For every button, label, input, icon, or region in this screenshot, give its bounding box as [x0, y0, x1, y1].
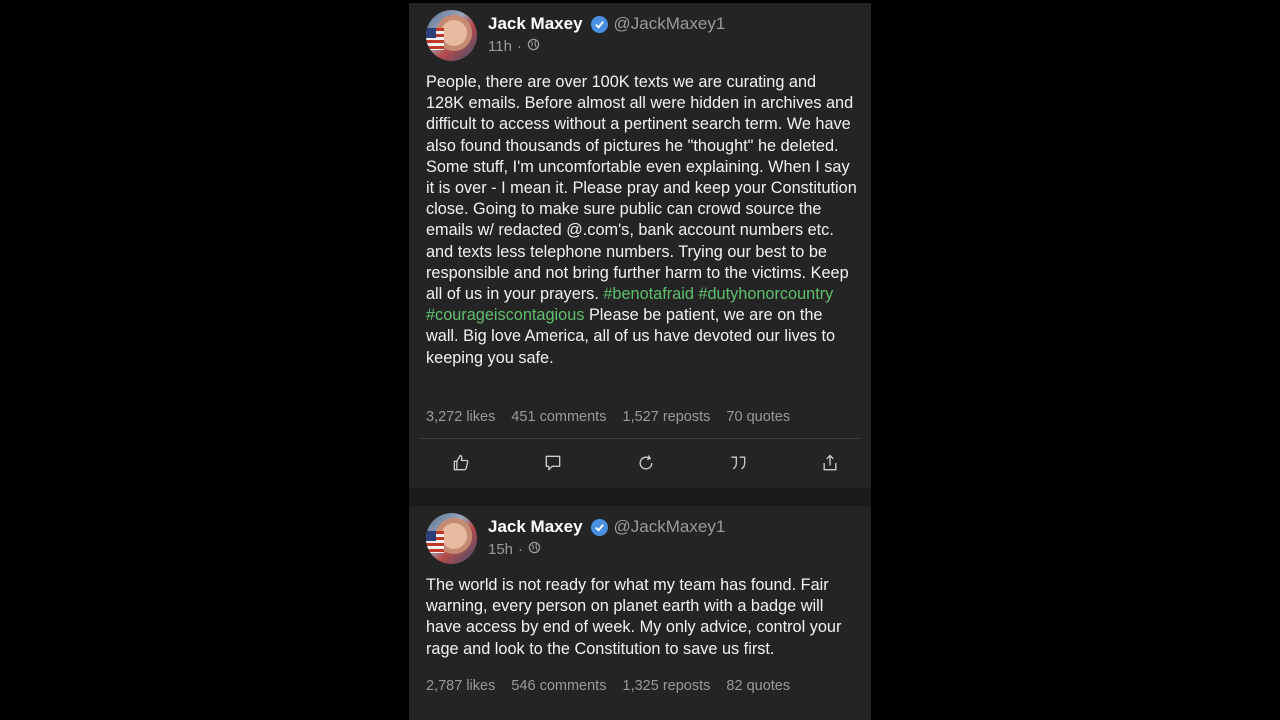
meta-dot: · [516, 38, 522, 55]
post-separator [409, 488, 871, 506]
repost-button[interactable] [605, 453, 686, 473]
feed [409, 3, 871, 720]
post-text: The world is not ready for what my team has found. Fair warning, every person on planet earth with a badge will have access by end of week. My only advice, control your rage and look to the Constitution to save us first. [426, 576, 842, 658]
meta-dot: · [518, 541, 524, 558]
like-button[interactable] [420, 453, 501, 473]
comment-button[interactable] [512, 453, 593, 473]
quote-icon [728, 453, 748, 473]
reposts-count[interactable]: 1,527 reposts [622, 409, 711, 425]
author-name[interactable]: Jack Maxey [488, 517, 583, 536]
author-handle[interactable]: @JackMaxey1 [613, 517, 726, 536]
comments-count[interactable]: 451 comments [511, 409, 607, 425]
timestamp: 11h [488, 38, 512, 55]
verified-icon [591, 519, 608, 536]
post-header [488, 14, 725, 34]
post-meta [488, 38, 540, 55]
post-text-main: People, there are over 100K texts we are curating and 128K emails. Before almost all were hidden in archives and difficult to access without a pertinent search term. We have also found thousands of pictures he "thought" he deleted. Some stuff, I'm uncomfortable even explaining. When I say it is over - I mean it. Please pray and keep your Constitution close. Going to make sure public can crowd source the emails w/ redacted @.com's, bank account numbers etc. and texts less telephone numbers. Trying our best to be responsible and not bring further harm to the victims. Keep all of us in your prayers. [426, 73, 857, 304]
repost-icon [636, 453, 656, 473]
share-button[interactable] [790, 453, 871, 473]
post-text [426, 72, 858, 369]
comments-count[interactable]: 546 comments [511, 678, 607, 694]
hashtag-link[interactable]: #benotafraid [603, 285, 694, 304]
post[interactable] [409, 3, 871, 488]
comment-icon [543, 453, 563, 473]
timestamp: 15h [488, 541, 514, 558]
reposts-count[interactable]: 1,325 reposts [622, 678, 711, 694]
avatar[interactable] [426, 10, 477, 61]
flag-canton [426, 28, 436, 38]
likes-count[interactable]: 2,787 likes [426, 678, 496, 694]
divider [420, 438, 860, 439]
likes-count[interactable]: 3,272 likes [426, 409, 496, 425]
verified-icon [591, 16, 608, 33]
post-text-end: Please be patient, we are on the wall. Big love America, all of us have devoted our lives to keeping you safe. [426, 306, 836, 367]
post-meta [488, 541, 541, 558]
like-icon [451, 453, 471, 473]
globe-icon [527, 38, 540, 55]
hashtag-link[interactable]: #dutyhonorcountry [698, 285, 834, 304]
action-bar [409, 453, 871, 473]
avatar[interactable] [426, 513, 477, 564]
share-icon [820, 453, 840, 473]
post-header [488, 517, 725, 537]
hashtag-link[interactable]: #courageiscontagious [426, 306, 585, 325]
post-stats [426, 678, 802, 694]
post-stats [426, 409, 802, 425]
author-handle[interactable]: @JackMaxey1 [613, 14, 726, 33]
author-name[interactable]: Jack Maxey [488, 14, 583, 33]
flag-canton [426, 531, 436, 541]
post[interactable] [409, 506, 871, 720]
globe-icon [528, 541, 541, 558]
quote-button[interactable] [697, 453, 778, 473]
quotes-count[interactable]: 70 quotes [726, 409, 791, 425]
quotes-count[interactable]: 82 quotes [726, 678, 791, 694]
